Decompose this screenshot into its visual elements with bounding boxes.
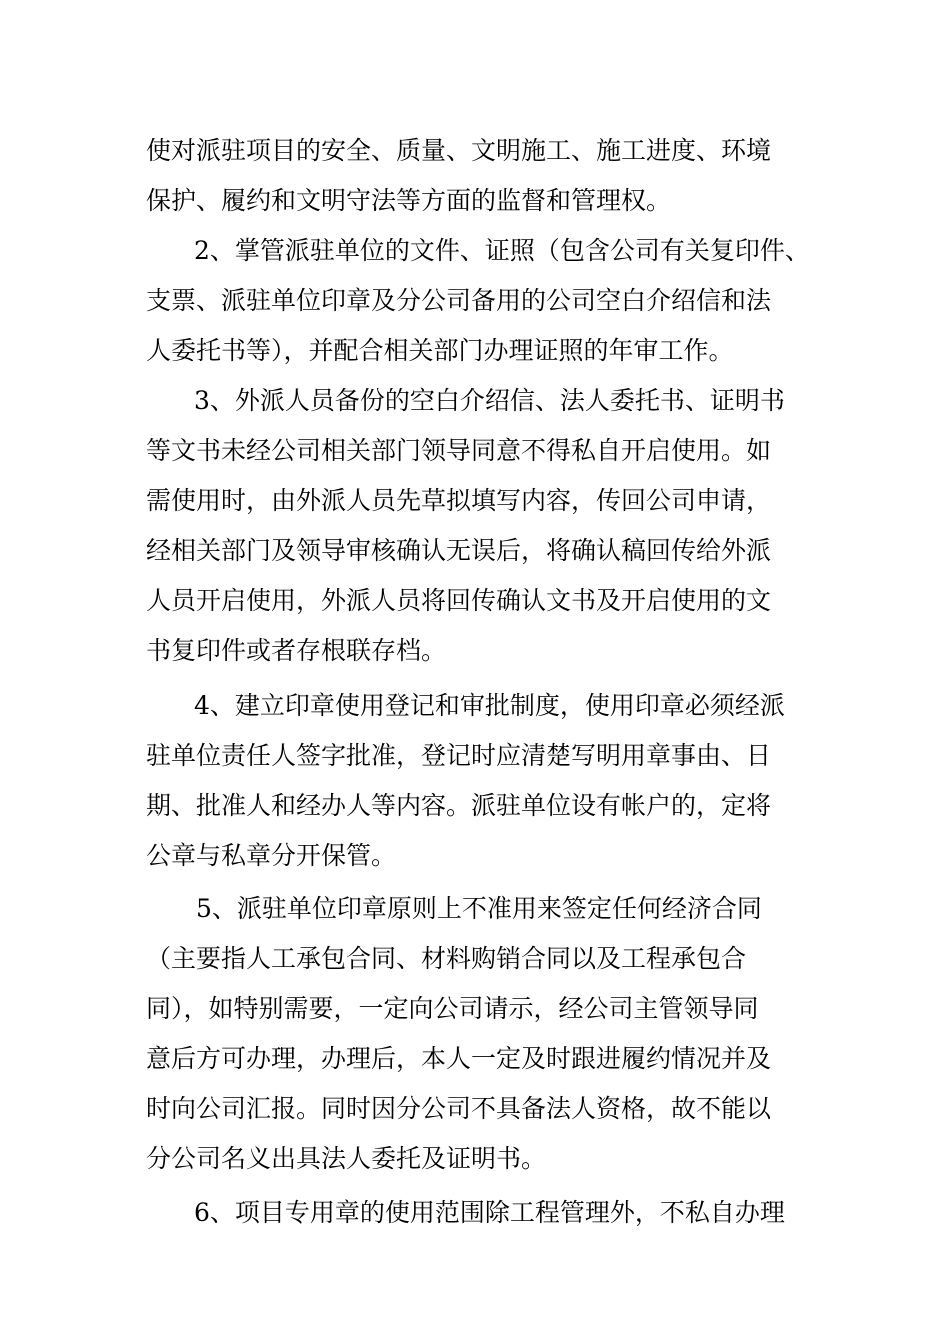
text-line: 期、批准人和经办人等内容。派驻单位设有帐户的，定将 <box>146 791 772 820</box>
text-line: 公章与私章分开保管。 <box>146 841 397 870</box>
text-line: 时向公司汇报。同时因分公司不具备法人资格，故不能以 <box>146 1094 772 1123</box>
paragraph-6-first-line: 6、项目专用章的使用范围除工程管理外，不私自办理 <box>194 1198 785 1227</box>
text-line: 经相关部门及领导审核确认无误后，将确认稿回传给外派 <box>146 536 772 565</box>
paragraph-5-first-line: 5、派驻单位印章原则上不准用来签定任何经济合同 <box>196 894 762 923</box>
text-line: 等文书未经公司相关部门领导同意不得私自开启使用。如 <box>146 436 772 465</box>
text-line: （主要指人工承包合同、材料购销合同以及工程承包合 <box>146 944 747 973</box>
text-line: 人员开启使用，外派人员将回传确认文书及开启使用的文 <box>146 586 772 615</box>
text-line: 意后方可办理，办理后，本人一定及时跟进履约情况并及 <box>146 1044 772 1073</box>
text-line: 书复印件或者存根联存档。 <box>146 636 447 665</box>
text-line: 驻单位责任人签字批准，登记时应清楚写明用章事由、日 <box>146 741 772 770</box>
text-line: 保护、履约和文明守法等方面的监督和管理权。 <box>146 186 672 215</box>
text-line: 分公司名义出具法人委托及证明书。 <box>146 1144 547 1173</box>
text-line: 同），如特别需要，一定向公司请示，经公司主管领导同 <box>146 994 759 1023</box>
paragraph-2-first-line: 2、掌管派驻单位的文件、证照（包含公司有关复印件、 <box>194 236 810 265</box>
paragraph-3-first-line: 3、外派人员备份的空白介绍信、法人委托书、证明书 <box>194 386 785 415</box>
text-line: 人委托书等），并配合相关部门办理证照的年审工作。 <box>146 336 734 365</box>
text-line: 支票、派驻单位印章及分公司备用的公司空白介绍信和法 <box>146 286 772 315</box>
text-line: 使对派驻项目的安全、质量、文明施工、施工进度、环境 <box>146 136 772 165</box>
text-line: 需使用时，由外派人员先草拟填写内容，传回公司申请， <box>146 486 772 515</box>
paragraph-4-first-line: 4、建立印章使用登记和审批制度，使用印章必须经派 <box>194 691 785 720</box>
